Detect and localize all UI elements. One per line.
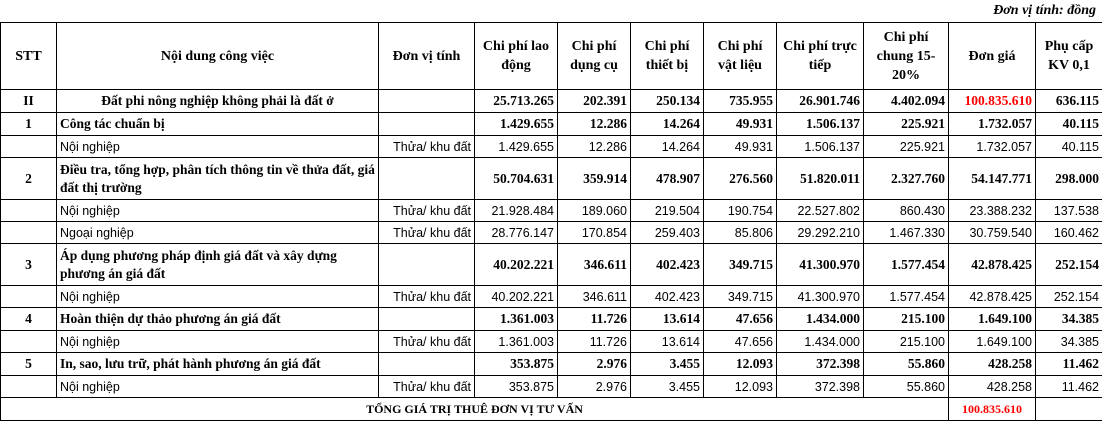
table-row-task — [1, 353, 1102, 376]
cell-materials: 349.715 — [704, 286, 777, 308]
header-price: Đơn giá — [949, 23, 1036, 90]
header-equipment: Chi phí thiết bị — [631, 23, 704, 90]
cell-equipment: 14.264 — [631, 136, 704, 158]
cell-unit: Thửa/ khu đất — [379, 222, 475, 244]
table-row-task — [1, 158, 1102, 200]
total-empty-cell — [1036, 398, 1102, 421]
cell-content: Đất phi nông nghiệp không phải là đất ở — [57, 90, 379, 113]
cell-tools: 346.611 — [558, 286, 631, 308]
cell-direct: 1.434.000 — [777, 331, 864, 353]
cell-direct: 41.300.970 — [777, 244, 864, 286]
cell-labor: 21.928.484 — [475, 200, 558, 222]
cell-tools: 202.391 — [558, 90, 631, 113]
cell-allowance: 40.115 — [1036, 113, 1102, 136]
cell-stt — [1, 222, 57, 244]
cell-direct: 1.434.000 — [777, 308, 864, 331]
cell-tools: 11.726 — [558, 308, 631, 331]
cell-content: Ngoại nghiệp — [57, 222, 379, 244]
cell-content: Áp dụng phương pháp định giá đất và xây dựng phương án giá đất — [57, 244, 379, 286]
cell-tools: 12.286 — [558, 113, 631, 136]
cell-price: 42.878.425 — [949, 286, 1036, 308]
cell-materials: 47.656 — [704, 331, 777, 353]
header-materials: Chi phí vật liệu — [704, 23, 777, 90]
cell-general: 1.577.454 — [864, 286, 949, 308]
cell-allowance: 252.154 — [1036, 244, 1102, 286]
cell-direct: 372.398 — [777, 353, 864, 376]
header-row — [1, 23, 1102, 90]
cell-stt — [1, 331, 57, 353]
cell-equipment: 402.423 — [631, 286, 704, 308]
header-allowance: Phụ cấp KV 0,1 — [1036, 23, 1102, 90]
cell-materials: 349.715 — [704, 244, 777, 286]
cell-allowance: 298.000 — [1036, 158, 1102, 200]
cell-equipment: 259.403 — [631, 222, 704, 244]
cell-equipment: 13.614 — [631, 308, 704, 331]
cell-direct: 51.820.011 — [777, 158, 864, 200]
header-content: Nội dung công việc — [57, 23, 379, 90]
table-row-subtask — [1, 222, 1102, 244]
cell-unit — [379, 158, 475, 200]
cell-allowance: 137.538 — [1036, 200, 1102, 222]
cell-content: Hoàn thiện dự thảo phương án giá đất — [57, 308, 379, 331]
header-direct: Chi phí trực tiếp — [777, 23, 864, 90]
table-row-subtask — [1, 200, 1102, 222]
table-row-task — [1, 244, 1102, 286]
cell-tools: 359.914 — [558, 158, 631, 200]
cell-unit — [379, 244, 475, 286]
cell-materials: 735.955 — [704, 90, 777, 113]
cell-general: 1.467.330 — [864, 222, 949, 244]
table-row-subtask — [1, 376, 1102, 398]
header-unit: Đơn vị tính — [379, 23, 475, 90]
header-stt: STT — [1, 23, 57, 90]
cell-content: Công tác chuẩn bị — [57, 113, 379, 136]
cell-allowance: 252.154 — [1036, 286, 1102, 308]
cell-general: 225.921 — [864, 136, 949, 158]
cell-general: 55.860 — [864, 376, 949, 398]
cell-materials: 49.931 — [704, 136, 777, 158]
cell-content: Nội nghiệp — [57, 376, 379, 398]
cell-unit: Thửa/ khu đất — [379, 136, 475, 158]
cell-direct: 26.901.746 — [777, 90, 864, 113]
cell-direct: 29.292.210 — [777, 222, 864, 244]
cell-price: 428.258 — [949, 353, 1036, 376]
cell-equipment: 3.455 — [631, 353, 704, 376]
cell-general: 860.430 — [864, 200, 949, 222]
cell-content: Nội nghiệp — [57, 136, 379, 158]
cell-labor: 28.776.147 — [475, 222, 558, 244]
total-label: TỔNG GIÁ TRỊ THUÊ ĐƠN VỊ TƯ VẤN — [1, 398, 949, 421]
cell-labor: 353.875 — [475, 353, 558, 376]
cell-unit — [379, 113, 475, 136]
cell-tools: 2.976 — [558, 376, 631, 398]
cell-unit — [379, 90, 475, 113]
cell-stt — [1, 376, 57, 398]
cell-allowance: 40.115 — [1036, 136, 1102, 158]
cell-materials: 49.931 — [704, 113, 777, 136]
cell-general: 1.577.454 — [864, 244, 949, 286]
cell-equipment: 478.907 — [631, 158, 704, 200]
cell-content: Điều tra, tổng hợp, phân tích thông tin về thửa đất, giá đất thị trường — [57, 158, 379, 200]
cell-content: Nội nghiệp — [57, 200, 379, 222]
cell-unit — [379, 308, 475, 331]
cell-general: 225.921 — [864, 113, 949, 136]
cost-table — [0, 22, 1102, 421]
total-value: 100.835.610 — [949, 398, 1036, 421]
table-row-task — [1, 113, 1102, 136]
cell-stt: 1 — [1, 113, 57, 136]
cell-unit: Thửa/ khu đất — [379, 200, 475, 222]
cell-price: 1.732.057 — [949, 113, 1036, 136]
cell-general: 215.100 — [864, 308, 949, 331]
cell-tools: 346.611 — [558, 244, 631, 286]
cell-labor: 40.202.221 — [475, 244, 558, 286]
cell-direct: 372.398 — [777, 376, 864, 398]
cell-content: Nội nghiệp — [57, 331, 379, 353]
cell-unit: Thửa/ khu đất — [379, 286, 475, 308]
total-row — [1, 398, 1102, 421]
cell-labor: 1.361.003 — [475, 331, 558, 353]
cell-price: 1.649.100 — [949, 308, 1036, 331]
cell-labor: 1.429.655 — [475, 113, 558, 136]
cell-tools: 12.286 — [558, 136, 631, 158]
cell-allowance: 11.462 — [1036, 353, 1102, 376]
cell-price: 23.388.232 — [949, 200, 1036, 222]
cell-stt — [1, 286, 57, 308]
cell-stt: 3 — [1, 244, 57, 286]
cell-content: Nội nghiệp — [57, 286, 379, 308]
cell-price: 30.759.540 — [949, 222, 1036, 244]
cell-labor: 1.361.003 — [475, 308, 558, 331]
cell-price: 54.147.771 — [949, 158, 1036, 200]
cell-materials: 12.093 — [704, 353, 777, 376]
cell-equipment: 3.455 — [631, 376, 704, 398]
header-general: Chi phí chung 15-20% — [864, 23, 949, 90]
cell-unit — [379, 353, 475, 376]
cell-general: 55.860 — [864, 353, 949, 376]
cell-materials: 190.754 — [704, 200, 777, 222]
table-row-subtask — [1, 286, 1102, 308]
cell-equipment: 219.504 — [631, 200, 704, 222]
cell-stt: II — [1, 90, 57, 113]
cell-stt — [1, 136, 57, 158]
cell-price: 428.258 — [949, 376, 1036, 398]
cell-content: In, sao, lưu trữ, phát hành phương án giá đất — [57, 353, 379, 376]
cell-allowance: 160.462 — [1036, 222, 1102, 244]
cell-labor: 25.713.265 — [475, 90, 558, 113]
cell-labor: 50.704.631 — [475, 158, 558, 200]
cell-tools: 2.976 — [558, 353, 631, 376]
cell-materials: 85.806 — [704, 222, 777, 244]
cell-allowance: 34.385 — [1036, 331, 1102, 353]
cell-tools: 189.060 — [558, 200, 631, 222]
cell-price: 1.732.057 — [949, 136, 1036, 158]
cell-stt — [1, 200, 57, 222]
cell-direct: 1.506.137 — [777, 136, 864, 158]
table-row-subtask — [1, 331, 1102, 353]
cell-general: 2.327.760 — [864, 158, 949, 200]
cell-general: 4.402.094 — [864, 90, 949, 113]
cell-direct: 1.506.137 — [777, 113, 864, 136]
cell-materials: 47.656 — [704, 308, 777, 331]
cell-stt: 4 — [1, 308, 57, 331]
header-tools: Chi phí dụng cụ — [558, 23, 631, 90]
cell-materials: 276.560 — [704, 158, 777, 200]
cell-stt: 5 — [1, 353, 57, 376]
cell-direct: 22.527.802 — [777, 200, 864, 222]
cell-labor: 1.429.655 — [475, 136, 558, 158]
cell-labor: 40.202.221 — [475, 286, 558, 308]
cell-price: 42.878.425 — [949, 244, 1036, 286]
cell-equipment: 402.423 — [631, 244, 704, 286]
cell-materials: 12.093 — [704, 376, 777, 398]
table-row-subtask — [1, 136, 1102, 158]
cell-direct: 41.300.970 — [777, 286, 864, 308]
header-labor: Chi phí lao động — [475, 23, 558, 90]
cell-price: 100.835.610 — [949, 90, 1036, 113]
cell-price: 1.649.100 — [949, 331, 1036, 353]
cell-equipment: 14.264 — [631, 113, 704, 136]
cell-equipment: 250.134 — [631, 90, 704, 113]
table-row-section — [1, 90, 1102, 113]
cell-unit: Thửa/ khu đất — [379, 331, 475, 353]
cell-allowance: 11.462 — [1036, 376, 1102, 398]
cell-unit: Thửa/ khu đất — [379, 376, 475, 398]
cell-tools: 170.854 — [558, 222, 631, 244]
table-row-task — [1, 308, 1102, 331]
cell-general: 215.100 — [864, 331, 949, 353]
cell-equipment: 13.614 — [631, 331, 704, 353]
cell-allowance: 636.115 — [1036, 90, 1102, 113]
cell-labor: 353.875 — [475, 376, 558, 398]
cell-tools: 11.726 — [558, 331, 631, 353]
cell-stt: 2 — [1, 158, 57, 200]
unit-note: Đơn vị tính: đồng — [993, 3, 1096, 18]
cell-allowance: 34.385 — [1036, 308, 1102, 331]
